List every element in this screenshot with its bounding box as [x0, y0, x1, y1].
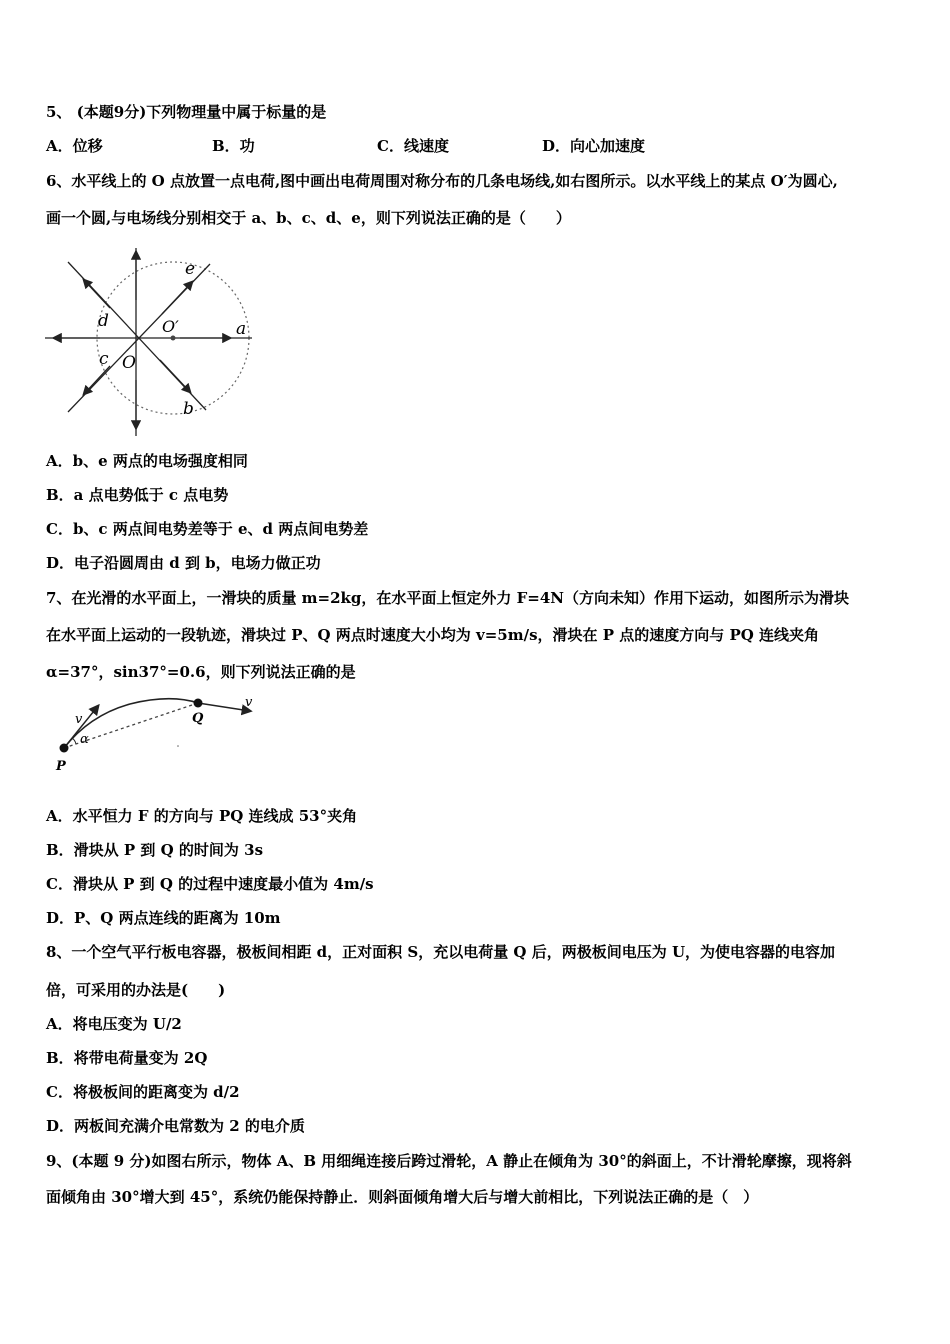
- q5-options: [46, 136, 896, 156]
- q5-stem: 5、 (本题9分)下列物理量中属于标量的是: [46, 103, 327, 121]
- label-v-p: v: [75, 712, 83, 727]
- q6-electric-field-figure: [40, 240, 260, 440]
- q6-stem-line2: 画一个圆,与电场线分别相交于 a、b、c、d、e，则下列说法正确的是（ ）: [46, 209, 571, 227]
- label-o: O: [122, 353, 136, 373]
- field-line-e-arrow: [162, 282, 192, 314]
- alpha-arc: [72, 738, 76, 744]
- q8-option-b: B．将带电荷量变为 2Q: [46, 1049, 208, 1067]
- speck: [177, 745, 179, 747]
- q8-option-d: D．两板间充满介电常数为 2 的电介质: [46, 1117, 305, 1135]
- center-o-prime-dot: [171, 336, 176, 341]
- q7-trajectory-figure: [50, 690, 270, 780]
- q8-option-c: C．将极板间的距离变为 d/2: [46, 1083, 240, 1101]
- q5-option-c: C．线速度: [377, 137, 449, 155]
- label-c: c: [99, 349, 109, 369]
- label-b: b: [183, 399, 194, 419]
- q7-stem-line1: 7、在光滑的水平面上，一滑块的质量 m=2kg，在水平面上恒定外力 F=4N（方向未知）作用下运动，如图所示为滑块: [46, 589, 850, 607]
- velocity-q-arrow: [198, 703, 250, 711]
- label-p: P: [56, 759, 66, 774]
- point-p-dot: [60, 744, 69, 753]
- q7-stem-line3: α=37°，sin37°=0.6，则下列说法正确的是: [46, 663, 356, 681]
- q8-stem-line2: 倍，可采用的办法是( ): [46, 981, 226, 999]
- label-v-q: v: [245, 695, 253, 710]
- q7-stem-line2: 在水平面上运动的一段轨迹，滑块过 P、Q 两点时速度大小均为 v=5m/s，滑块在 P 点的速度方向与 PQ 连线夹角: [46, 626, 820, 644]
- q6-option-b: B．a 点电势低于 c 点电势: [46, 486, 229, 504]
- q5-option-a: A．位移: [46, 137, 103, 155]
- q9-stem-line2: 面倾角由 30°增大到 45°，系统仍能保持静止．则斜面倾角增大后与增大前相比，下列说法正确的是（ ）: [46, 1188, 759, 1206]
- label-e: e: [185, 259, 196, 279]
- q6-option-a: A．b、e 两点的电场强度相同: [46, 452, 248, 470]
- q8-stem-line1: 8、一个空气平行板电容器，极板间相距 d，正对面积 S，充以电荷量 Q 后，两极板间电压为 U，为使电容器的电容加: [46, 943, 836, 961]
- label-o-prime: O′: [162, 317, 179, 336]
- label-d: d: [98, 311, 109, 331]
- field-line-nw-arrow: [84, 280, 110, 308]
- q7-option-d: D．P、Q 两点连线的距离为 10m: [46, 909, 281, 927]
- q9-stem-line1: 9、(本题 9 分)如图右所示，物体 A、B 用细绳连接后跨过滑轮，A 静止在倾角为 30°的斜面上，不计滑轮摩擦，现将斜: [46, 1152, 852, 1170]
- label-alpha: α: [80, 732, 89, 747]
- q7-option-c: C．滑块从 P 到 Q 的过程中速度最小值为 4m/s: [46, 875, 374, 893]
- label-q: Q: [192, 711, 204, 726]
- q6-option-c: C．b、c 两点间电势差等于 e、d 两点间电势差: [46, 520, 369, 538]
- q6-option-d: D．电子沿圆周由 d 到 b，电场力做正功: [46, 554, 321, 572]
- q5-option-b: B．功: [212, 137, 255, 155]
- label-a: a: [236, 319, 247, 339]
- q7-option-a: A．水平恒力 F 的方向与 PQ 连线成 53°夹角: [46, 807, 358, 825]
- q7-option-b: B．滑块从 P 到 Q 的时间为 3s: [46, 841, 264, 859]
- point-q-dot: [194, 699, 203, 708]
- q6-stem-line1: 6、水平线上的 O 点放置一点电荷,图中画出电荷周围对称分布的几条电场线,如右图所示。以水平线上的某点 O′为圆心,: [46, 172, 838, 190]
- field-line-b-arrow: [160, 360, 190, 392]
- q5-option-d: D．向心加速度: [542, 137, 646, 155]
- field-line-sw-arrow: [84, 366, 110, 394]
- q8-option-a: A．将电压变为 U/2: [46, 1015, 182, 1033]
